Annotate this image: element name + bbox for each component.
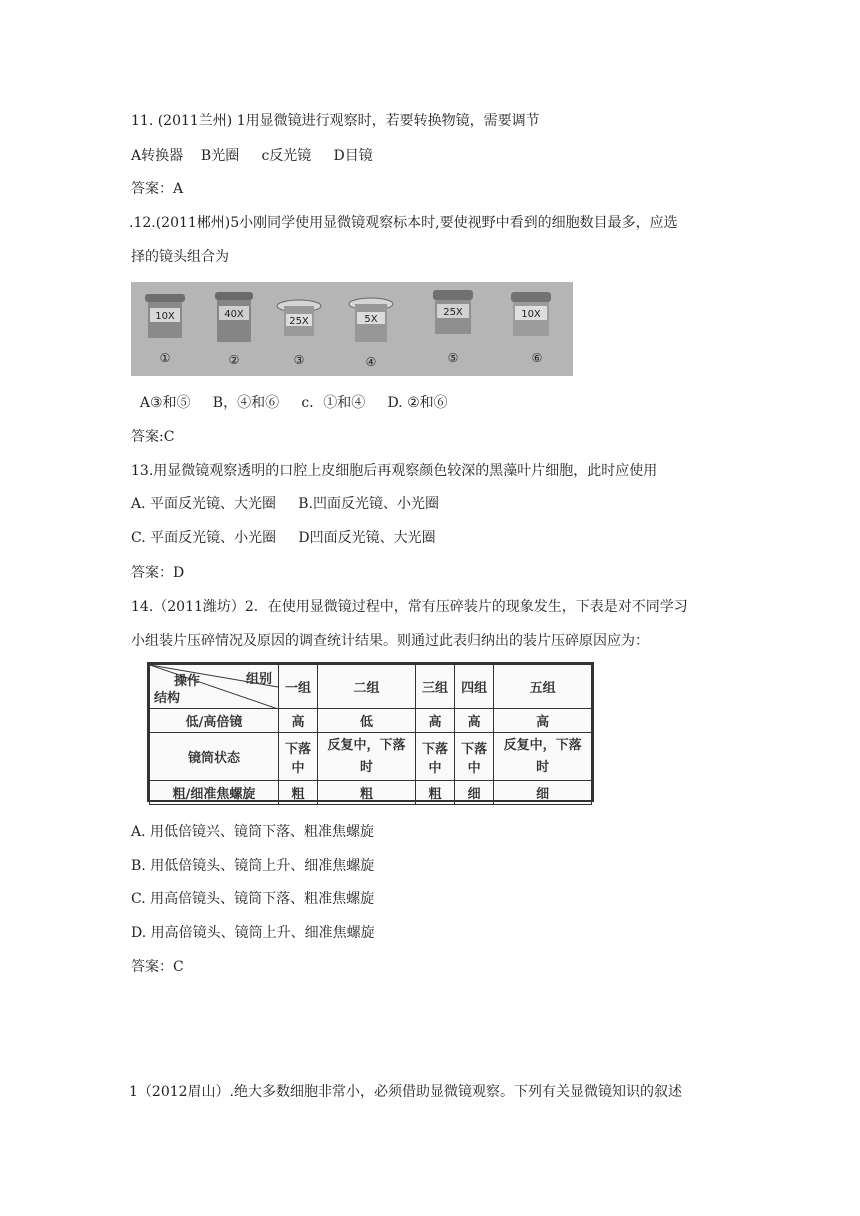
q12-question-line2: 择的镜头组合为 [131,249,229,265]
q13-answer: 答案：D [131,565,185,581]
group-header-5: 五组 [494,665,592,709]
q11-answer: 答案：A [131,181,184,197]
q13-question: 13.用显微镜观察透明的口腔上皮细胞后再观察颜色较深的黑藻叶片细胞，此时应使用 [131,463,658,479]
lens-3-mag: 25X [289,316,309,327]
table-cell: 反复中，下落时 [494,733,592,781]
lens-4-num: ④ [365,355,377,369]
q12-question-line1: .12.(2011郴州)5小刚同学使用显微镜观察标本时,要使视野中看到的细胞数目最多，应选 [129,215,678,231]
q14-question-line2: 小组装片压碎情况及原因的调查统计结果。则通过此表归纳出的装片压碎原因应为： [131,633,649,649]
table-cell: 下落中 [279,733,318,781]
q14-option-c: C. 用高倍镜头、镜筒下落、粗准焦螺旋 [131,891,375,907]
table-cell: 高 [494,709,592,733]
table-cell: 粗 [318,781,416,805]
q14-option-a: A. 用低倍镜兴、镜筒下落、粗准焦螺旋 [131,824,375,840]
lens-photo [131,282,573,376]
lens-3-num: ③ [293,353,305,367]
table-cell: 高 [415,709,454,733]
table-cell: 低 [318,709,416,733]
lens-5-num: ⑤ [447,351,459,365]
table-cell: 高 [279,709,318,733]
table-cell: 细 [494,781,592,805]
table-cell: 粗 [415,781,454,805]
row-label: 粗/细准焦螺旋 [150,781,279,805]
table-cell: 下落中 [455,733,494,781]
q14-answer: 答案：C [131,959,184,975]
table-cell: 反复中，下落时 [318,733,416,781]
group-header-3: 三组 [415,665,454,709]
lens-1-num: ① [159,351,171,365]
lens-5-mag: 25X [443,307,463,318]
header-group: 组别 [245,672,272,687]
table-row [150,781,592,805]
q1-2012-question: 1（2012眉山）.绝大多数细胞非常小，必须借助显微镜观察。下列有关显微镜知识的叙述 [129,1084,682,1100]
table-cell: 细 [455,781,494,805]
survey-table [147,662,594,802]
q13-option-ab: A. 平面反光镜、大光圈 B.凹面反光镜、小光圈 [131,496,439,512]
header-structure: 结构 [154,691,181,706]
q14-option-d: D. 用高倍镜头、镜筒上升、细准焦螺旋 [131,925,375,941]
group-header-2: 二组 [318,665,416,709]
table-cell: 粗 [279,781,318,805]
row-label: 镜筒状态 [150,733,279,781]
q12-answer: 答案:C [131,429,175,445]
lens-1-mag: 10X [155,311,175,322]
table-header-corner [150,665,279,709]
q14-option-b: B. 用低倍镜头、镜筒上升、细准焦螺旋 [131,858,375,874]
lens-2-mag: 40X [224,309,244,320]
q11-options: A转换器 B光圈 c反光镜 D目镜 [131,148,373,164]
lens-6-mag: 10X [521,309,541,320]
table-cell: 下落中 [415,733,454,781]
table-row [150,733,592,781]
lens-photo-drawing [131,282,573,376]
lens-6-num: ⑥ [531,351,543,365]
table-cell: 高 [455,709,494,733]
group-header-4: 四组 [455,665,494,709]
q13-option-cd: C. 平面反光镜、小光圈 D凹面反光镜、大光圈 [131,530,436,546]
q11-question: 11. (2011兰州) 1用显微镜进行观察时，若要转换物镜，需要调节 [131,113,540,129]
q12-options: A③和⑤ B，④和⑥ c．①和④ D. ②和⑥ [131,395,448,411]
header-operation: 操作 [174,674,201,689]
table-row [150,709,592,733]
lens-2-num: ② [228,353,240,367]
lens-4-mag: 5X [364,314,378,325]
row-label: 低/高倍镜 [150,709,279,733]
q14-question-line1: 14.（2011潍坊）2．在使用显微镜过程中，常有压碎装片的现象发生，下表是对不同学习 [131,599,688,615]
group-header-1: 一组 [279,665,318,709]
